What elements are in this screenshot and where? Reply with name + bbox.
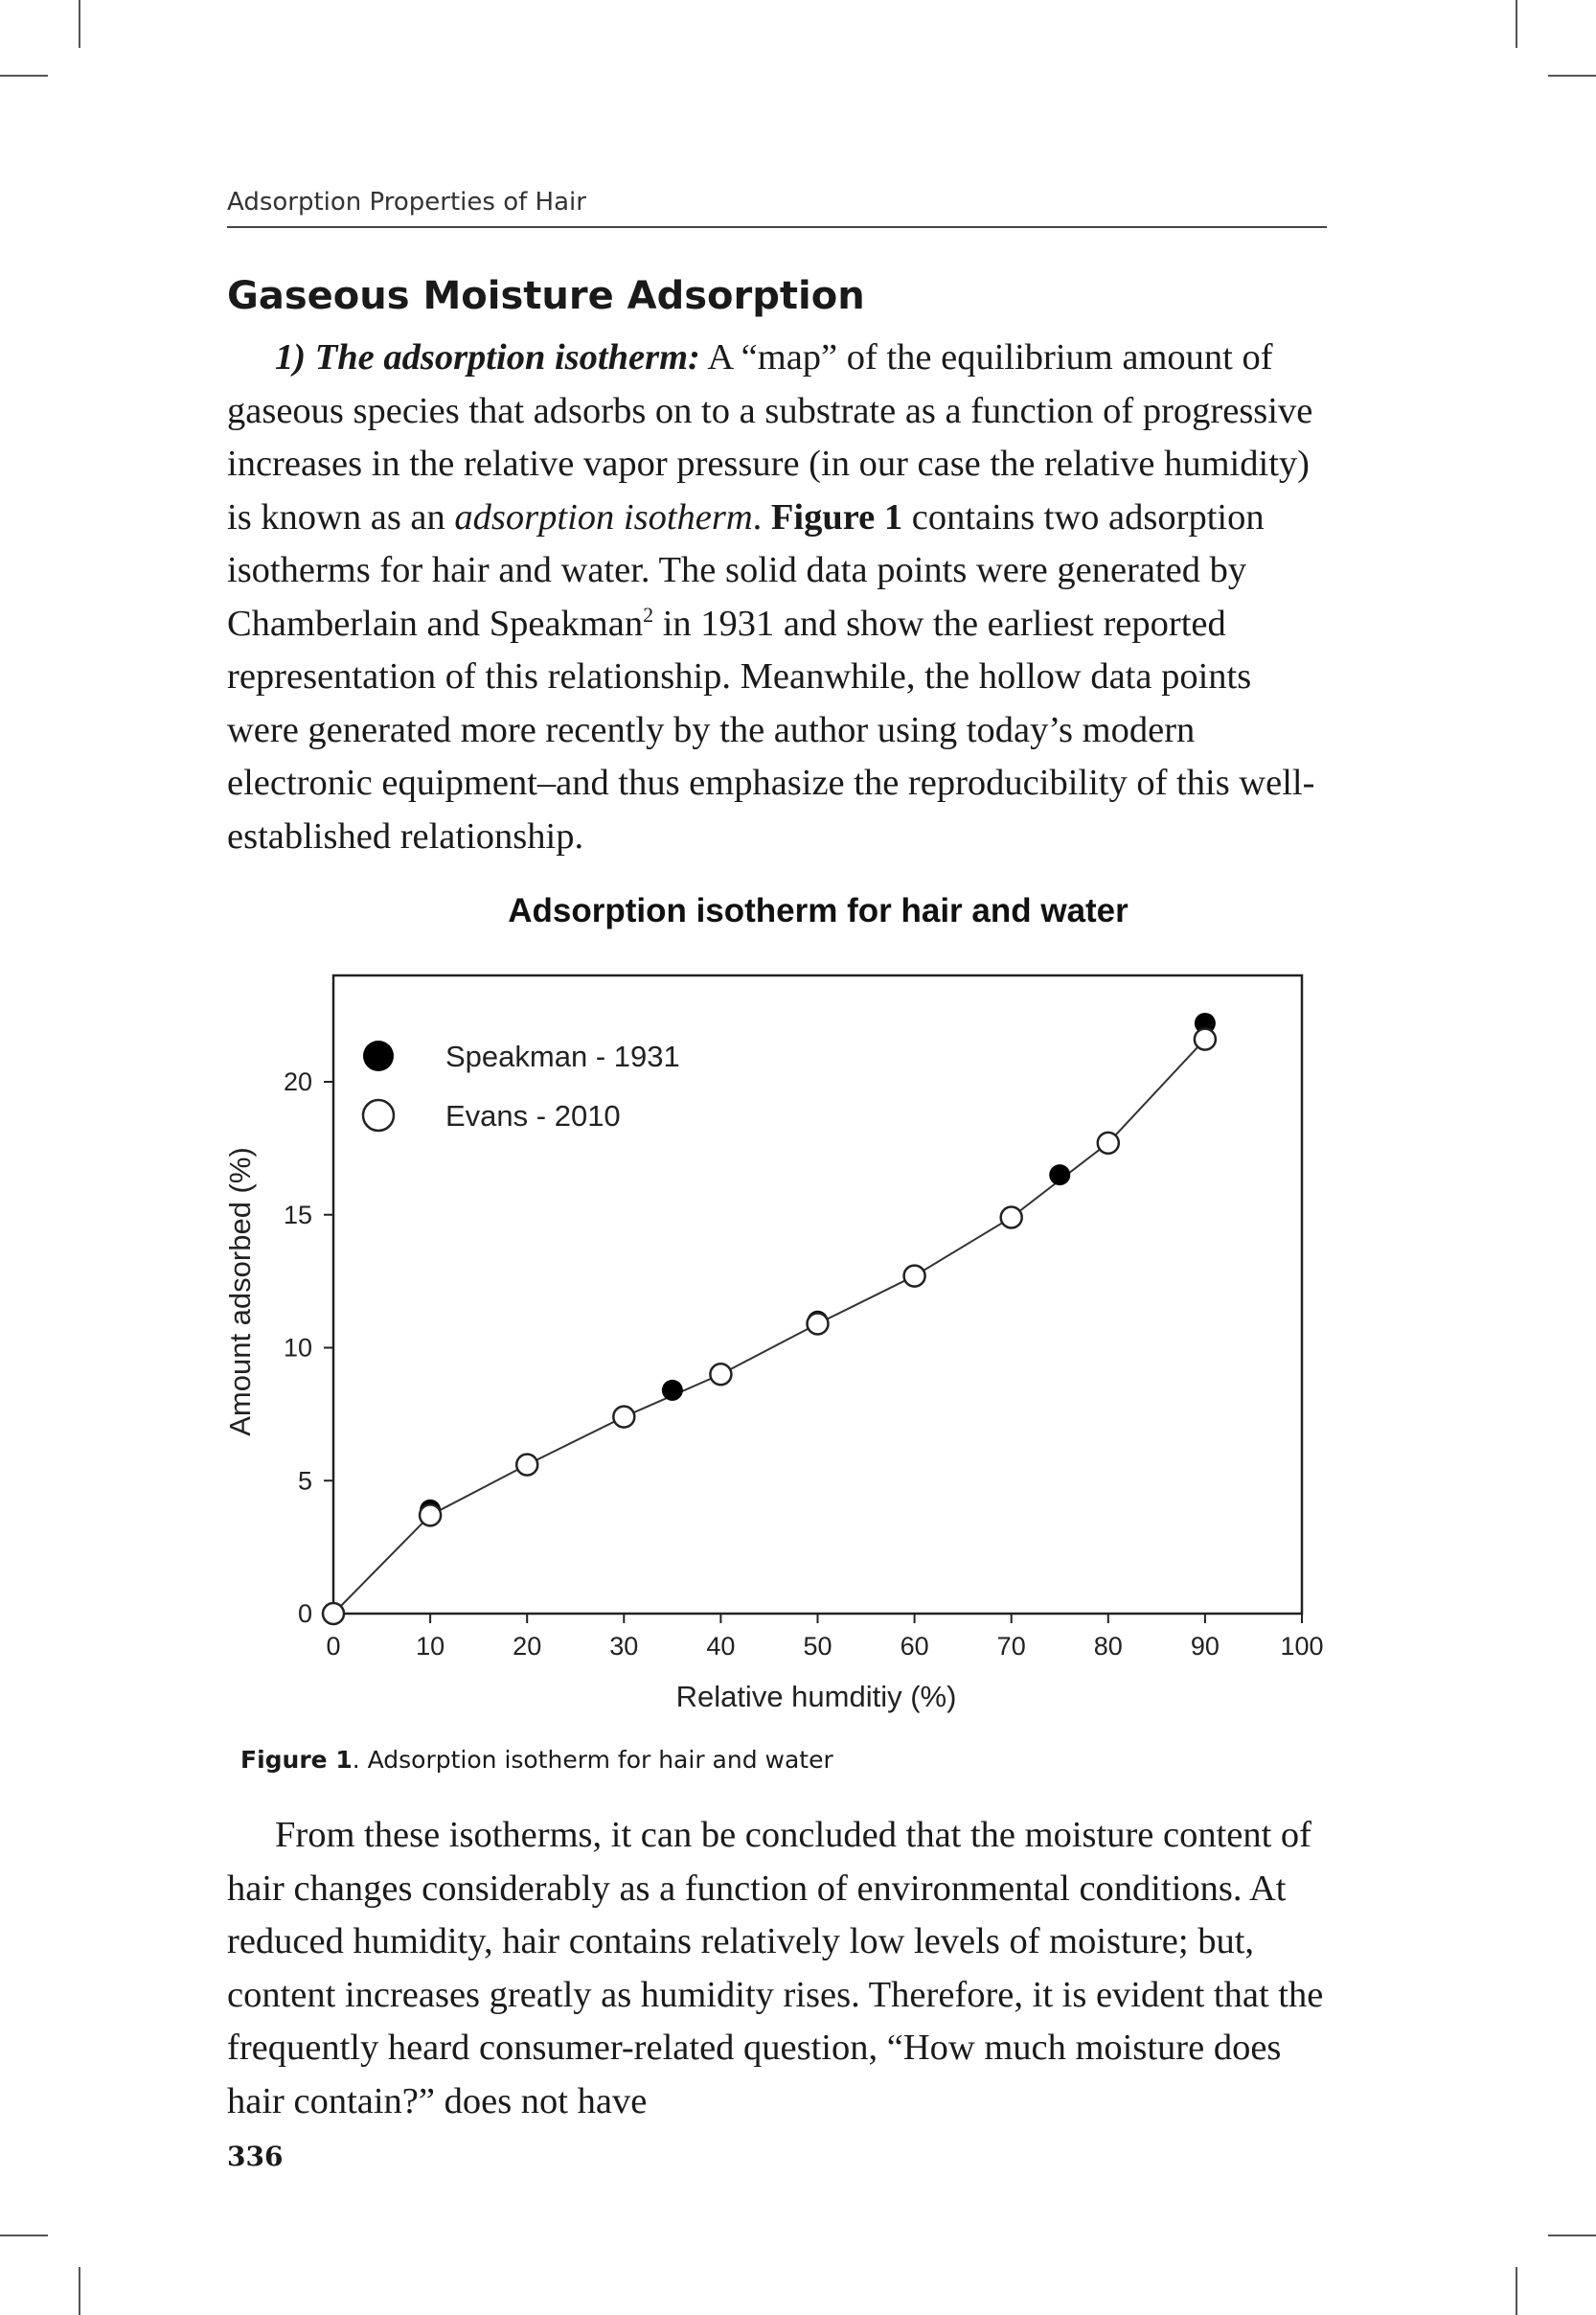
y-tick-label: 5 <box>297 1466 312 1496</box>
x-tick-label: 20 <box>513 1632 542 1661</box>
x-tick-label: 70 <box>996 1632 1026 1661</box>
crop-mark <box>1516 2267 1517 2315</box>
section-heading: Gaseous Moisture Adsorption <box>227 274 865 318</box>
chart-title: Adsorption isotherm for hair and water <box>508 892 1129 929</box>
y-tick-label: 10 <box>283 1333 312 1363</box>
legend-label: Evans - 2010 <box>445 1099 621 1133</box>
x-tick-label: 90 <box>1190 1632 1220 1661</box>
y-axis <box>284 1067 333 1628</box>
page-number: 336 <box>227 2141 284 2172</box>
x-axis <box>326 1614 1323 1661</box>
crop-mark <box>79 0 80 48</box>
evans-point <box>808 1314 829 1335</box>
figure-reference: Figure 1 <box>770 496 903 538</box>
paragraph-text: contains two adsorption isotherms for hair and water. The solid data points were generated by Chamberlain and Speakman <box>227 496 1265 644</box>
legend-marker-filled <box>363 1041 394 1071</box>
crop-mark <box>1548 75 1596 77</box>
x-axis-label: Relative humditiy (%) <box>675 1680 957 1713</box>
paragraph-text: . <box>752 496 771 538</box>
evans-point <box>904 1266 925 1287</box>
figure-caption-text: . Adsorption isotherm for hair and water <box>352 1746 833 1774</box>
evans-point <box>323 1603 344 1624</box>
y-tick-label: 15 <box>283 1200 312 1229</box>
speakman-point <box>1049 1164 1070 1185</box>
speakman-point <box>662 1380 683 1401</box>
x-tick-label: 30 <box>609 1632 639 1661</box>
x-tick-label: 80 <box>1093 1632 1123 1661</box>
crop-mark <box>0 2235 48 2236</box>
legend-label: Speakman - 1931 <box>445 1040 680 1073</box>
evans-point <box>1001 1207 1022 1228</box>
evans-point <box>710 1364 731 1385</box>
y-tick-label: 0 <box>297 1599 312 1628</box>
paragraph-text: A “map” of the equilibrium amount of gaseous species that adsorbs on to a substrate as a function of progressive increases in the relative vapor pressure (in our case the relative humidity) is known as an <box>227 337 1313 538</box>
chart-legend <box>363 1040 680 1133</box>
paragraph-lead-in: 1) The adsorption isotherm: <box>275 337 700 378</box>
crop-mark <box>1516 0 1517 48</box>
evans-point <box>1195 1029 1216 1050</box>
evans-point <box>516 1455 537 1476</box>
x-tick-label: 40 <box>706 1632 736 1661</box>
y-axis-label: Amount adsorbed (%) <box>223 1147 257 1436</box>
figure-caption <box>240 1746 833 1774</box>
crop-mark <box>79 2267 80 2315</box>
legend-marker-hollow <box>363 1100 394 1131</box>
paragraph-2 <box>227 1809 1329 2128</box>
crop-mark <box>1548 2235 1596 2236</box>
adsorption-isotherm-chart <box>211 872 1341 1715</box>
citation-superscript: 2 <box>643 602 654 627</box>
paragraph-text: in 1931 and show the earliest reported representation of this relationship. Meanwhile, the hollow data points were generated more recently by the author using today’s modern electronic equipment–and thus emphasize the reproducibility of this well-established relationship. <box>227 603 1315 857</box>
paragraph-text: From these isotherms, it can be concluded that the moisture content of hair changes considerably as a function of environmental conditions. At reduced humidity, hair contains relatively low levels of moisture; but, content increases greatly as humidity rises. Therefore, it is evident that the frequently heard consumer-related question, “How much moisture does hair contain?” does not have <box>227 1815 1324 2121</box>
running-header: Adsorption Properties of Hair <box>227 188 586 217</box>
crop-mark <box>0 75 48 77</box>
x-tick-label: 100 <box>1280 1632 1324 1661</box>
evans-point <box>1098 1133 1119 1154</box>
x-tick-label: 50 <box>803 1632 832 1661</box>
paragraph-1 <box>227 332 1329 863</box>
y-tick-label: 20 <box>283 1067 312 1096</box>
italic-term: adsorption isotherm <box>454 496 753 538</box>
x-tick-label: 60 <box>900 1632 929 1661</box>
header-rule <box>227 226 1327 228</box>
evans-point <box>613 1407 634 1428</box>
figure-caption-label: Figure 1 <box>240 1746 353 1774</box>
evans-point <box>420 1504 441 1525</box>
x-tick-label: 0 <box>326 1632 341 1661</box>
x-tick-label: 10 <box>416 1632 445 1661</box>
